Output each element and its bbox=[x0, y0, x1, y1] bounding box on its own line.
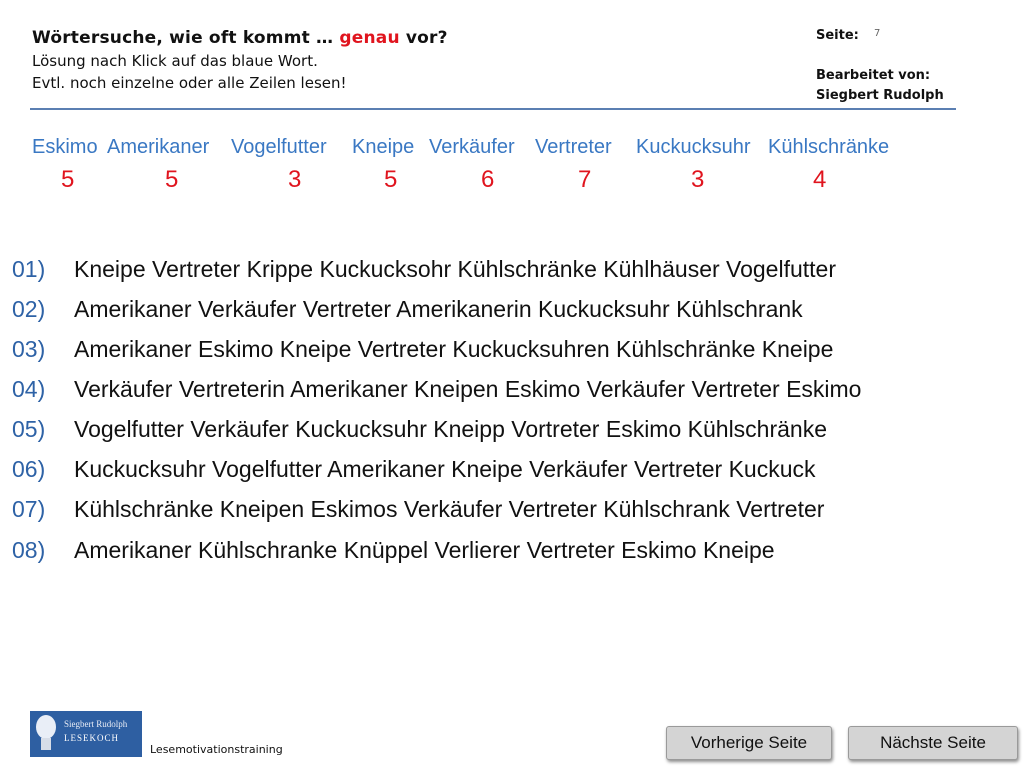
page-title bbox=[32, 28, 448, 48]
title-highlight: genau bbox=[339, 28, 400, 48]
search-word-kneipe[interactable]: Kneipe bbox=[352, 136, 415, 158]
page-label: Seite: bbox=[816, 28, 859, 43]
count-verkaeufer: 6 bbox=[481, 166, 495, 193]
search-word-verkaeufer[interactable]: Verkäufer bbox=[429, 136, 515, 158]
line-number: 03) bbox=[12, 336, 46, 362]
line-text: Amerikaner Eskimo Kneipe Vertreter Kuckucksuhren Kühlschränke Kneipe bbox=[74, 336, 834, 362]
search-word-amerikaner[interactable]: Amerikaner bbox=[107, 136, 210, 158]
line-number: 04) bbox=[12, 376, 46, 402]
search-word-kuckucksuhr[interactable]: Kuckucksuhr bbox=[636, 136, 751, 158]
count-eskimo: 5 bbox=[61, 166, 75, 193]
instructions bbox=[32, 28, 448, 92]
line-number: 01) bbox=[12, 256, 46, 282]
search-word-vertreter[interactable]: Vertreter bbox=[535, 136, 612, 158]
logo-brand: LESEKOCH bbox=[64, 733, 119, 743]
line-text: Amerikaner Kühlschranke Knüppel Verlierer Vertreter Eskimo Kneipe bbox=[74, 537, 775, 563]
lightbulb-icon bbox=[36, 715, 56, 739]
line-text: Amerikaner Verkäufer Vertreter Amerikanerin Kuckucksuhr Kühlschrank bbox=[74, 296, 803, 322]
footer-label: Lesemotivationstraining bbox=[150, 743, 283, 756]
lightbulb-base bbox=[41, 738, 51, 750]
count-kuehlschraenke: 4 bbox=[813, 166, 827, 193]
line-text: Kuckucksuhr Vogelfutter Amerikaner Kneipe Verkäufer Vertreter Kuckuck bbox=[74, 456, 816, 482]
line-number: 08) bbox=[12, 537, 46, 563]
line-number: 02) bbox=[12, 296, 46, 322]
line-text: Kneipe Vertreter Krippe Kuckucksohr Kühlschränke Kühlhäuser Vogelfutter bbox=[74, 256, 836, 282]
count-kuckucksuhr: 3 bbox=[691, 166, 705, 193]
line-text: Verkäufer Vertreterin Amerikaner Kneipen Eskimo Verkäufer Vertreter Eskimo bbox=[74, 376, 862, 402]
editor-info bbox=[816, 66, 976, 106]
instruction-line-1: Lösung nach Klick auf das blaue Wort. bbox=[32, 52, 318, 70]
editor-name: Siegbert Rudolph bbox=[816, 88, 944, 103]
count-vogelfutter: 3 bbox=[288, 166, 302, 193]
count-kneipe: 5 bbox=[384, 166, 398, 193]
line-number: 06) bbox=[12, 456, 46, 482]
line-text: Kühlschränke Kneipen Eskimos Verkäufer Vertreter Kühlschrank Vertreter bbox=[74, 496, 825, 522]
search-word-vogelfutter[interactable]: Vogelfutter bbox=[231, 136, 327, 158]
next-page-button[interactable]: Nächste Seite bbox=[848, 726, 1018, 760]
title-text: Wörtersuche, wie oft kommt … bbox=[32, 28, 340, 48]
previous-page-button[interactable]: Vorherige Seite bbox=[666, 726, 832, 760]
search-word-eskimo[interactable]: Eskimo bbox=[32, 136, 98, 158]
page-meta bbox=[816, 28, 944, 103]
count-amerikaner: 5 bbox=[165, 166, 179, 193]
editor-label: Bearbeitet von: bbox=[816, 68, 931, 83]
line-number: 07) bbox=[12, 496, 46, 522]
line-text: Vogelfutter Verkäufer Kuckucksuhr Kneipp Vortreter Eskimo Kühlschränke bbox=[74, 416, 828, 442]
search-word-kuehlschraenke[interactable]: Kühlschränke bbox=[768, 136, 890, 158]
logo-author: Siegbert Rudolph bbox=[64, 719, 128, 729]
instruction-line-2: Evtl. noch einzelne oder alle Zeilen lesen! bbox=[32, 74, 347, 92]
count-vertreter: 7 bbox=[578, 166, 592, 193]
line-number: 05) bbox=[12, 416, 46, 442]
page-number: 7 bbox=[874, 28, 881, 39]
title-text-end: vor? bbox=[399, 28, 448, 48]
header-divider bbox=[30, 108, 956, 110]
lesekoch-logo bbox=[30, 711, 142, 757]
